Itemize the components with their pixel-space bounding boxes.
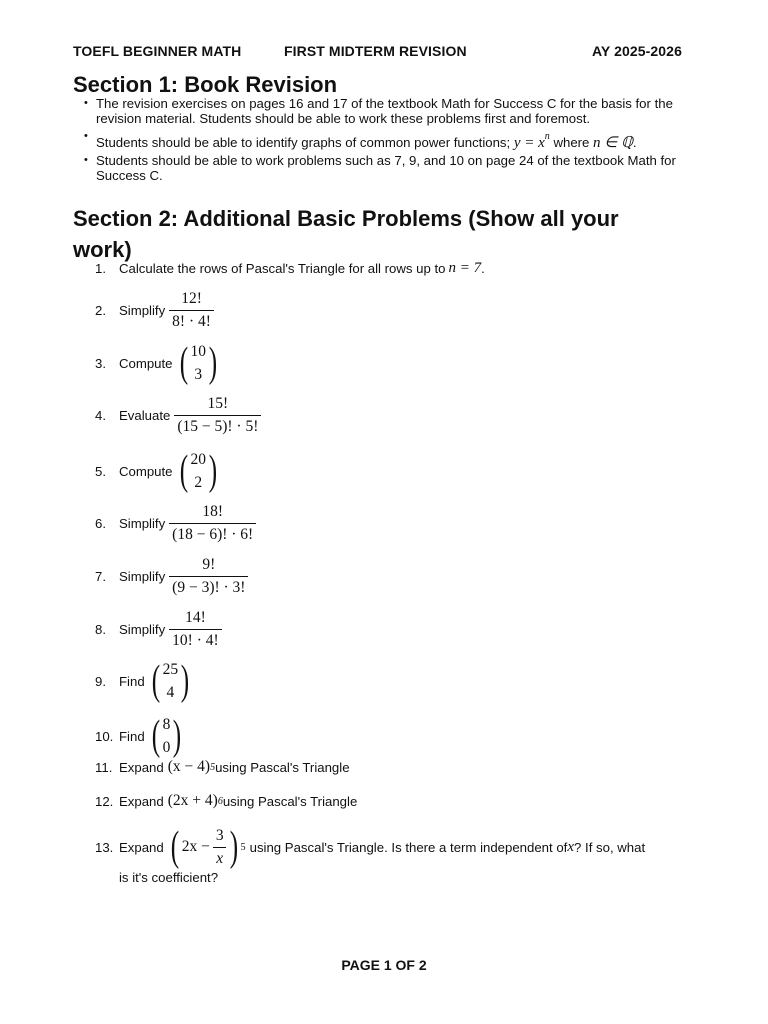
problem-8 — [95, 609, 222, 650]
left-paren-icon: ( — [170, 824, 179, 870]
problem-11 — [95, 758, 350, 776]
problem-verb: Simplify — [119, 303, 166, 318]
fraction-denominator: 8! · 4! — [169, 310, 214, 331]
header-title: FIRST MIDTERM REVISION — [284, 43, 467, 59]
right-paren-icon: ) — [208, 340, 218, 386]
right-paren-icon: ) — [208, 448, 218, 494]
problem-4 — [95, 395, 261, 436]
problem-number: 4. — [95, 408, 106, 423]
problem-9 — [95, 658, 192, 704]
right-paren-icon: ) — [180, 658, 190, 704]
problem-13-continuation: is it's coefficient? — [119, 870, 219, 885]
fraction-numerator: 9! — [202, 556, 216, 573]
math-power-function: y = x — [513, 135, 545, 151]
math-expression: n = 7 — [448, 260, 482, 276]
fraction — [169, 556, 248, 597]
problem-1 — [95, 260, 485, 277]
left-paren-icon: ( — [151, 658, 160, 704]
problem-7 — [95, 556, 248, 597]
problem-verb: Find — [119, 728, 145, 744]
fraction-numerator: 12! — [181, 290, 202, 307]
bullet-dot-icon: • — [84, 97, 88, 109]
section2-title-line1: Section 2: Additional Basic Problems (Show all your — [73, 206, 619, 231]
fraction — [213, 827, 227, 868]
bullet-text: Students should be able to work problems such as 7, 9, and 10 on page 24 of the textbook Math for Success C. — [96, 153, 676, 183]
binomial-coefficient — [177, 448, 221, 494]
binomial-top: 20 — [190, 451, 207, 468]
fraction-denominator: (15 − 5)! · 5! — [174, 415, 261, 436]
right-paren-icon: ) — [173, 713, 182, 759]
header-year: AY 2025-2026 — [592, 43, 682, 59]
problem-verb: Expand — [119, 759, 164, 775]
left-paren-icon: ( — [151, 713, 160, 759]
binomial-stack — [163, 658, 179, 704]
binomial-top: 8 — [162, 716, 171, 733]
problem-number: 8. — [95, 622, 106, 637]
problem-number: 3. — [95, 355, 106, 371]
problem-number: 9. — [95, 673, 106, 689]
bullet-item — [84, 96, 694, 126]
binomial-bottom: 2 — [194, 474, 203, 491]
problem-2 — [95, 290, 214, 331]
binomial-stack — [191, 448, 207, 494]
parenthesized-expression — [168, 826, 246, 868]
fraction-denominator: (9 − 3)! · 3! — [169, 576, 248, 597]
fraction — [169, 609, 222, 650]
problem-verb: Simplify — [119, 516, 166, 531]
problem-12 — [95, 792, 357, 810]
bullet-text: Students should be able to identify graphs of common power functions; — [96, 135, 514, 150]
math-exponent: n — [544, 131, 550, 142]
problem-verb: Compute — [119, 355, 173, 371]
fraction — [169, 290, 214, 331]
fraction-denominator: x — [213, 847, 226, 868]
problem-verb: Expand — [119, 793, 164, 809]
problem-verb: Simplify — [119, 569, 166, 584]
problem-5 — [95, 448, 220, 494]
problem-13 — [95, 826, 645, 868]
problem-number: 1. — [95, 261, 106, 276]
fraction-numerator: 18! — [202, 503, 224, 520]
problem-10 — [95, 713, 184, 759]
binomial-bottom: 4 — [166, 684, 175, 701]
bullet-text: . — [632, 135, 637, 150]
math-rational-set: n ∈ ℚ — [593, 135, 633, 151]
fraction — [169, 503, 256, 544]
binomial-stack — [191, 340, 207, 386]
fraction-denominator: 10! · 4! — [169, 629, 222, 650]
problem-number: 11. — [95, 759, 113, 775]
binomial-coefficient — [177, 340, 221, 386]
bullet-item — [84, 153, 694, 183]
problem-verb: Simplify — [119, 622, 166, 637]
problem-6 — [95, 503, 256, 544]
math-exponent: 5 — [240, 841, 246, 853]
problem-text: . — [481, 261, 485, 276]
fraction-numerator: 15! — [207, 395, 229, 412]
bullet-item — [84, 129, 694, 151]
problem-verb: Compute — [119, 463, 173, 479]
problem-text: ? If so, what — [574, 839, 646, 855]
page-number: PAGE 1 OF 2 — [341, 957, 427, 973]
binomial-bottom: 3 — [194, 366, 203, 383]
section2-title — [73, 205, 619, 263]
problem-number: 7. — [95, 569, 106, 584]
fraction-numerator: 3 — [215, 826, 224, 844]
problem-verb: Find — [119, 673, 145, 689]
bullet-dot-icon: • — [84, 154, 88, 166]
problem-number: 2. — [95, 303, 106, 318]
section1-bullet-list — [84, 96, 694, 185]
binomial-coefficient — [149, 713, 185, 759]
binomial-top: 25 — [162, 661, 179, 678]
problem-number: 6. — [95, 516, 106, 531]
problem-3 — [95, 340, 220, 386]
problem-text: Calculate the rows of Pascal's Triangle for all rows up to — [119, 261, 446, 276]
section2-title-line2: work) — [73, 237, 132, 262]
math-lead-term: 2x − — [181, 838, 210, 855]
binomial-top: 10 — [190, 343, 207, 360]
math-exponent: 6 — [217, 795, 223, 807]
bullet-dot-icon: • — [84, 130, 88, 142]
section1-title: Section 1: Book Revision — [73, 72, 338, 97]
problem-number: 10. — [95, 728, 114, 744]
left-paren-icon: ( — [179, 448, 188, 494]
math-variable: x — [567, 838, 575, 855]
problem-text: using Pascal's Triangle. Is there a term independent of — [249, 839, 568, 855]
left-paren-icon: ( — [179, 340, 188, 386]
problem-number: 13. — [95, 839, 114, 855]
math-expression: (2x + 4) — [167, 792, 218, 809]
problem-text: using Pascal's Triangle — [215, 759, 350, 775]
problem-number: 5. — [95, 463, 106, 479]
binomial-bottom: 0 — [162, 739, 171, 756]
bullet-text: The revision exercises on pages 16 and 17 of the textbook Math for Success C for the basis for the revision material. Students should be able to work these problems first and foremost. — [96, 96, 673, 126]
math-exponent: 5 — [210, 761, 216, 773]
problem-verb: Expand — [119, 839, 164, 855]
binomial-stack — [163, 713, 171, 759]
problem-verb: Evaluate — [119, 408, 171, 423]
problem-number: 12. — [95, 793, 114, 809]
right-paren-icon: ) — [229, 824, 238, 870]
binomial-coefficient — [149, 658, 193, 704]
bullet-text: where — [549, 135, 594, 150]
math-expression: (x − 4) — [167, 758, 211, 775]
problem-text: using Pascal's Triangle — [222, 793, 358, 809]
fraction-denominator: (18 − 6)! · 6! — [169, 523, 256, 544]
header-course: TOEFL BEGINNER MATH — [73, 43, 242, 59]
fraction — [174, 395, 261, 436]
fraction-numerator: 14! — [185, 609, 206, 626]
